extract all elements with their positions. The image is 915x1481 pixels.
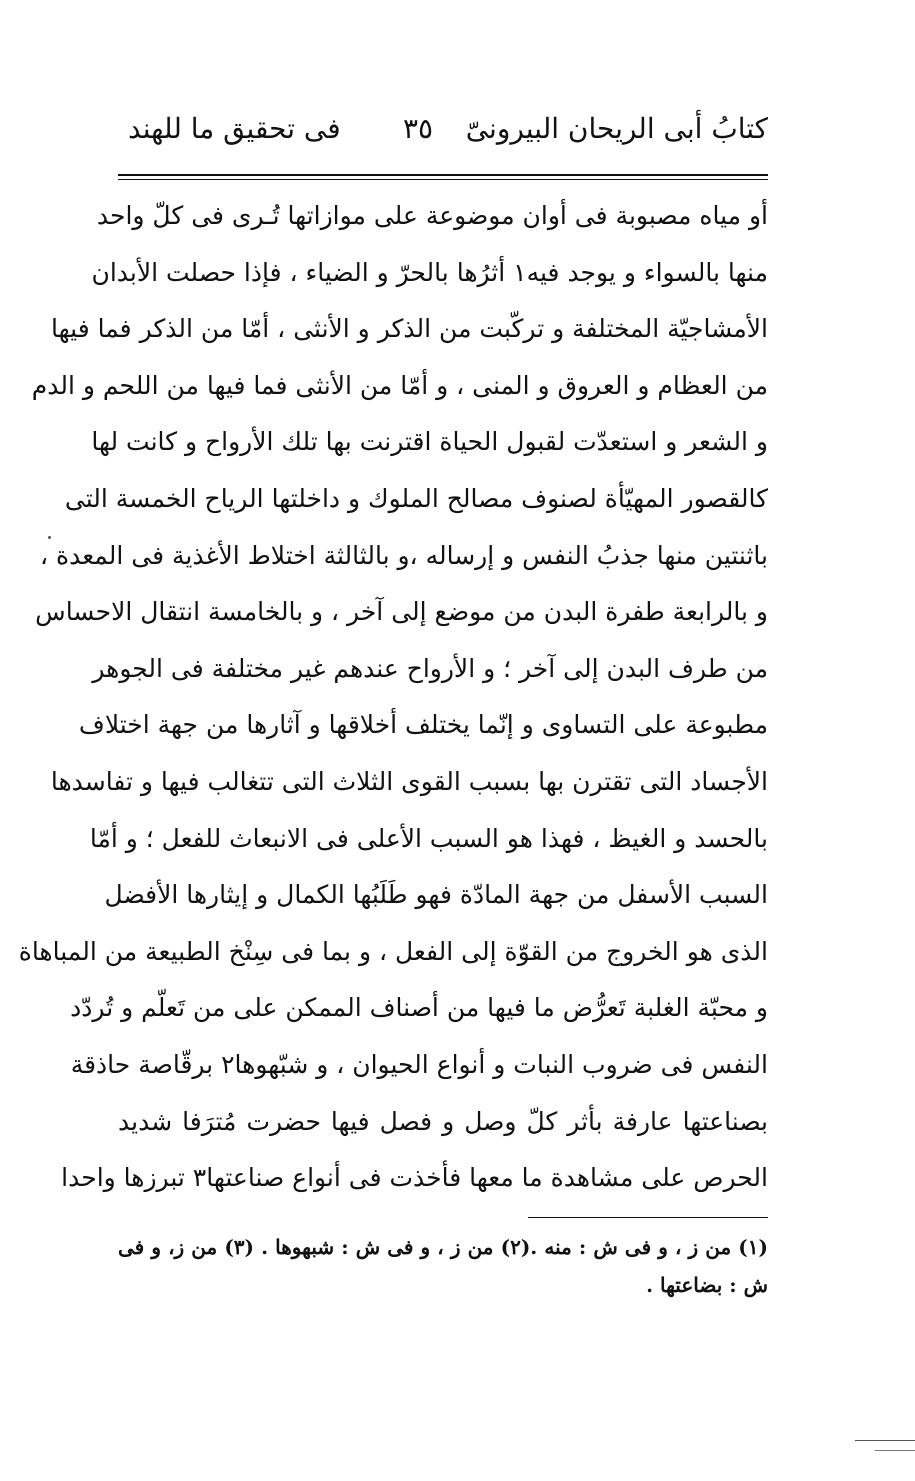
main-text	[18, 188, 768, 1207]
text-line: من العظام و العروق و المنى ، و أمّا من الأنثى فما فيها من اللحم و الدم	[31, 370, 768, 400]
text-line: الأمشاجيّة المختلفة و تركّبت من الذكر و الأنثى ، أمّا من الذكر فما فيها	[51, 314, 768, 344]
text-line: الأجساد التى تقترن بها بسبب القوى الثلاث التى تتغالب فيها و تفاسدها	[50, 766, 768, 796]
header-rule-thin	[118, 179, 768, 180]
text-line: النفس فى ضروب النبات و أنواع الحيوان ، و شبّهوها٢ برقّاصة حاذقة	[70, 1049, 768, 1079]
running-head	[118, 100, 768, 160]
text-line: و بالرابعة طفرة البدن من موضع إلى آخر ، و بالخامسة انتقال الاحساس	[35, 597, 768, 627]
section-title: فى تحقيق ما للهند	[128, 112, 341, 145]
scan-edge-mark	[855, 1440, 915, 1441]
footnotes	[118, 1228, 768, 1304]
page-number: ٣٥	[403, 112, 434, 145]
text-line: منها بالسواء و يوجد فيه١ أثرُها بالحرّ و الضياء ، فإذا حصلت الأبدان	[91, 257, 768, 287]
text-line: و الشعر و استعدّت لقبول الحياة اقترنت بها تلك الأرواح و كانت لها	[91, 427, 768, 457]
header-rule	[118, 174, 768, 176]
footnote-line: (١) من ز ، و فى ش : منه .(٢) من ز ، و فى ش : شبهوها . (٣) من ز، و فى	[118, 1234, 768, 1259]
text-line: من طرف البدن إلى آخر ؛ و الأرواح عندهم غير مختلفة فى الجوهر	[92, 653, 768, 683]
footnote-rule	[528, 1217, 768, 1218]
text-line: باثنتين منها جذبُ النفس و إرساله ،و بالثالثة اختلاط الأغذية فى المعدة ،	[39, 540, 768, 570]
scan-speck	[48, 536, 51, 539]
scan-edge-mark	[875, 1450, 915, 1451]
text-line: أو مياه مصبوبة فى أوان موضوعة على موازاتها تُـرى فى كلّ واحد	[96, 201, 768, 230]
text-line: و محبّة الغلبة تَعرُّض ما فيها من أصناف الممكن على من تَعلّم و تُردّد	[70, 993, 768, 1023]
text-line: بصناعتها عارفة بأثر كلّ وصل و فصل فيها حضرت مُترَفا شديد	[118, 1106, 768, 1136]
text-line: الحرص على مشاهدة ما معها فأخذت فى أنواع صناعتها٣ تبرزها واحدا	[61, 1163, 768, 1193]
text-line: السبب الأسفل من جهة المادّة فهو طَلَبُها الكمال و إيثارها الأفضل	[104, 880, 768, 910]
book-page	[18, 100, 768, 1304]
text-line: الذى هو الخروج من القوّة إلى الفعل ، و بما فى سِنْخ الطبيعة من المباهاة	[18, 936, 768, 966]
text-line: كالقصور المهيّأة لصنوف مصالح الملوك و داخلتها الرياح الخمسة التى	[64, 483, 768, 513]
text-line: بالحسد و الغيظ ، فهذا هو السبب الأعلى فى الانبعاث للفعل ؛ و أمّا	[89, 823, 768, 853]
text-line: مطبوعة على التساوى و إنّما يختلف أخلاقها و آثارها من جهة اختلاف	[78, 710, 768, 740]
book-title: كتابُ أبى الريحان البيرونىّ	[465, 112, 768, 145]
footnote-line: ش : بضاعتها .	[646, 1272, 768, 1297]
